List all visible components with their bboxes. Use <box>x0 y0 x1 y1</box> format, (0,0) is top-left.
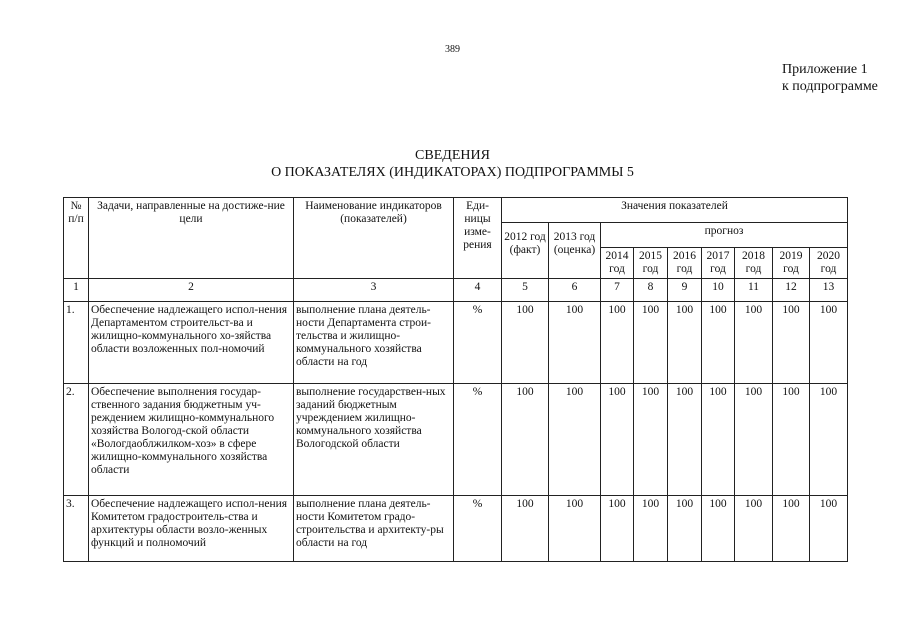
row-value: 100 <box>773 302 810 384</box>
page-number: 389 <box>445 44 460 55</box>
title-line-2: О ПОКАЗАТЕЛЯХ (ИНДИКАТОРАХ) ПОДПРОГРАММЫ 5 <box>271 165 634 180</box>
col-number: 7 <box>601 279 634 302</box>
row-value: 100 <box>735 496 773 562</box>
col-number: 9 <box>668 279 702 302</box>
row-value: 100 <box>668 302 702 384</box>
header-year-2017: 2017 год <box>702 248 735 279</box>
row-value: 100 <box>549 384 601 496</box>
header-values: Значения показателей <box>502 198 848 223</box>
row-value: 100 <box>773 496 810 562</box>
row-value: 100 <box>668 496 702 562</box>
row-value: 100 <box>773 384 810 496</box>
col-number: 2 <box>89 279 294 302</box>
table-row <box>64 302 848 384</box>
row-value: 100 <box>735 384 773 496</box>
header-year-2015: 2015 год <box>634 248 668 279</box>
col-number: 1 <box>64 279 89 302</box>
row-value: 100 <box>702 496 735 562</box>
row-value: 100 <box>634 384 668 496</box>
row-indicator: выполнение плана деятель-ности Департамента строи-тельства и жилищно-коммунального хозяйства области на год <box>294 302 454 384</box>
header-2012: 2012 год (факт) <box>502 223 549 279</box>
header-unit: Еди-ницы изме-рения <box>454 198 502 279</box>
row-value: 100 <box>549 302 601 384</box>
header-indicator: Наименование индикаторов (показателей) <box>294 198 454 279</box>
row-unit: % <box>454 496 502 562</box>
row-num: 1. <box>64 302 89 384</box>
row-value: 100 <box>810 302 848 384</box>
row-value: 100 <box>601 496 634 562</box>
row-value: 100 <box>702 302 735 384</box>
row-value: 100 <box>502 302 549 384</box>
table-row <box>64 496 848 562</box>
header-year-2020: 2020 год <box>810 248 848 279</box>
header-forecast: прогноз <box>601 223 848 248</box>
header-num: № п/п <box>64 198 89 279</box>
document-title <box>0 147 905 181</box>
col-number: 3 <box>294 279 454 302</box>
row-task: Обеспечение выполнения государ-ственного задания бюджетным уч-реждением жилищно-коммунального хозяйства Вологод-ской области «Вологдаоблжилком-хоз» в сфере жилищно-коммунального хозяйства области <box>89 384 294 496</box>
header-year-2014: 2014 год <box>601 248 634 279</box>
row-value: 100 <box>668 384 702 496</box>
col-number: 10 <box>702 279 735 302</box>
row-indicator: выполнение государствен-ных заданий бюджетным учреждением жилищно-коммунального хозяйства Вологодской области <box>294 384 454 496</box>
row-unit: % <box>454 302 502 384</box>
header-year-2016: 2016 год <box>668 248 702 279</box>
col-number: 12 <box>773 279 810 302</box>
row-value: 100 <box>810 496 848 562</box>
appendix-line-1: Приложение 1 <box>782 62 868 77</box>
row-value: 100 <box>601 384 634 496</box>
row-indicator: выполнение плана деятель-ности Комитетом градо-строительства и архитекту-ры области на год <box>294 496 454 562</box>
row-task: Обеспечение надлежащего испол-нения Департаментом строительст-ва и жилищно-коммунального хо-зяйства области возложенных пол-номочий <box>89 302 294 384</box>
header-year-2019: 2019 год <box>773 248 810 279</box>
column-number-row <box>64 279 848 302</box>
header-year-2018: 2018 год <box>735 248 773 279</box>
header-2013: 2013 год (оценка) <box>549 223 601 279</box>
appendix-line-2: к подпрограмме <box>782 79 878 94</box>
table-row <box>64 384 848 496</box>
row-value: 100 <box>549 496 601 562</box>
col-number: 13 <box>810 279 848 302</box>
row-value: 100 <box>502 384 549 496</box>
row-value: 100 <box>502 496 549 562</box>
row-value: 100 <box>634 496 668 562</box>
row-value: 100 <box>735 302 773 384</box>
col-number: 6 <box>549 279 601 302</box>
col-number: 11 <box>735 279 773 302</box>
row-task: Обеспечение надлежащего испол-нения Комитетом градостроитель-ства и архитектуры области возло-женных функций и полномочий <box>89 496 294 562</box>
header-row-1 <box>64 198 848 223</box>
col-number: 8 <box>634 279 668 302</box>
row-unit: % <box>454 384 502 496</box>
title-line-1: СВЕДЕНИЯ <box>415 148 490 163</box>
row-value: 100 <box>634 302 668 384</box>
row-value: 100 <box>601 302 634 384</box>
row-num: 3. <box>64 496 89 562</box>
appendix-note <box>782 61 878 95</box>
row-value: 100 <box>702 384 735 496</box>
header-task: Задачи, направленные на достиже-ние цели <box>89 198 294 279</box>
indicators-table <box>63 197 848 562</box>
row-value: 100 <box>810 384 848 496</box>
row-num: 2. <box>64 384 89 496</box>
col-number: 5 <box>502 279 549 302</box>
col-number: 4 <box>454 279 502 302</box>
